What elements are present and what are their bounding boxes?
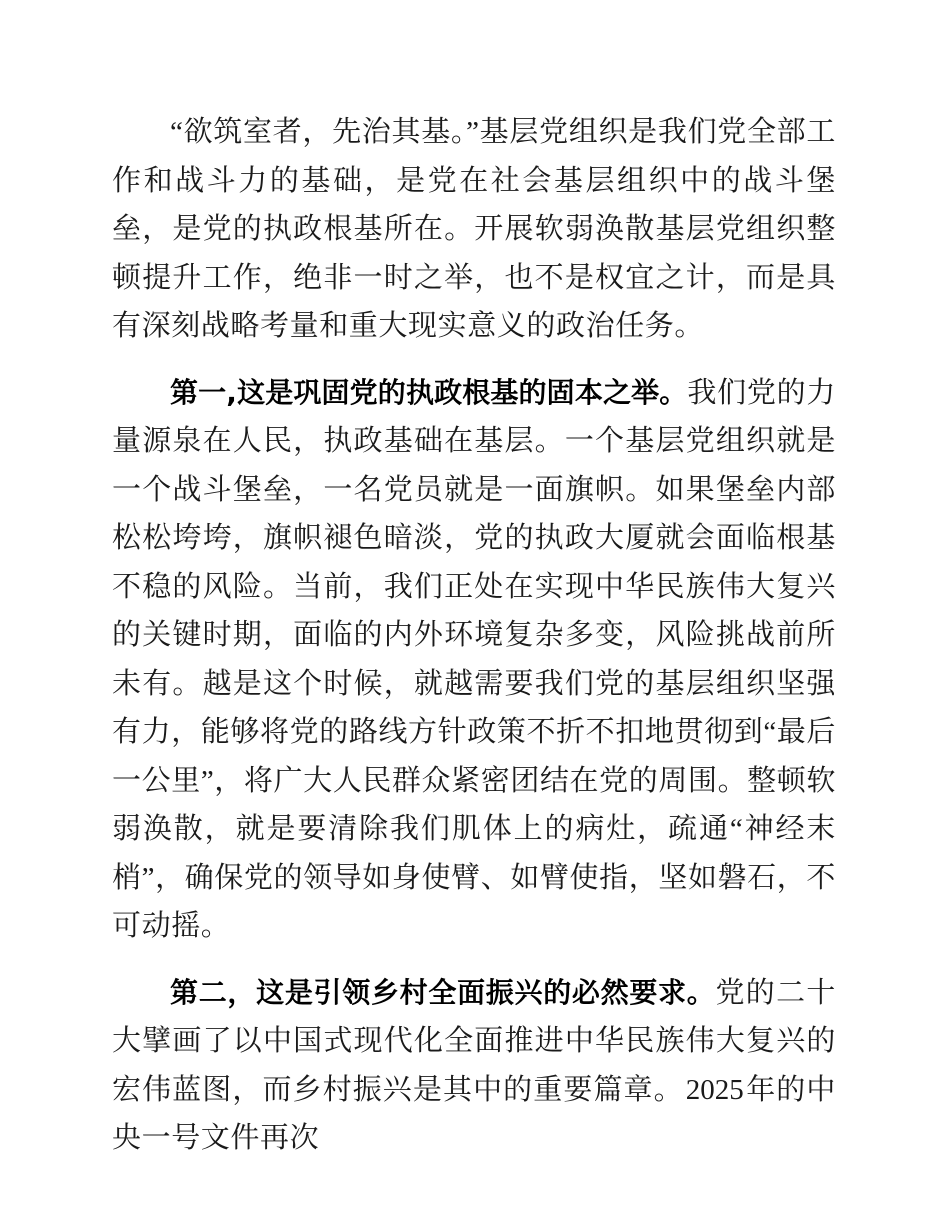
document-text-column bbox=[112, 108, 836, 1163]
paragraph-point-two bbox=[112, 969, 836, 1163]
paragraph-point-one-lead: 第一,这是巩固党的执政根基的固本之举。 bbox=[170, 375, 688, 409]
paragraph-opening-text: “欲筑室者，先治其基。”基层党组织是我们党全部工作和战斗力的基础，是党在社会基层组织中的战斗堡垒，是党的执政根基所在。开展软弱涣散基层党组织整顿提升工作，绝非一时之举，也不是权宜之计，而是具有深刻战略考量和重大现实意义的政治任务。 bbox=[112, 116, 836, 342]
paragraph-point-two-lead: 第二，这是引领乡村全面振兴的必然要求。 bbox=[170, 975, 716, 1009]
paragraph-point-two-text-before-number: 党的二十大擘画了以中国式现代化全面推进中华民族伟大复兴的宏伟蓝图，而乡村振兴是其中的重要篇章。 bbox=[112, 976, 836, 1106]
paragraph-point-two-year: 2025 bbox=[685, 1073, 744, 1106]
paragraph-point-one bbox=[112, 369, 836, 951]
paragraph-opening bbox=[112, 108, 836, 351]
paragraph-point-one-text: 我们党的力量源泉在人民，执政基础在基层。一个基层党组织就是一个战斗堡垒，一名党员就是一面旗帜。如果堡垒内部松松垮垮，旗帜褪色暗淡，党的执政大厦就会面临根基不稳的风险。当前，我们正处在实现中华民族伟大复兴的关键时期，面临的内外环境复杂多变，风险挑战前所未有。越是这个时候，就越需要我们党的基层组织坚强有力，能够将党的路线方针政策不折不扣地贯彻到“最后一公里”，将广大人民群众紧密团结在党的周围。整顿软弱涣散，就是要清除我们肌体上的病灶，疏通“神经末梢”，确保党的领导如身使臂、如臂使指，坚如磐石，不可动摇。 bbox=[112, 376, 836, 942]
paragraph-point-two-text-after-number: 年的中央一号文件再次 bbox=[112, 1073, 836, 1154]
